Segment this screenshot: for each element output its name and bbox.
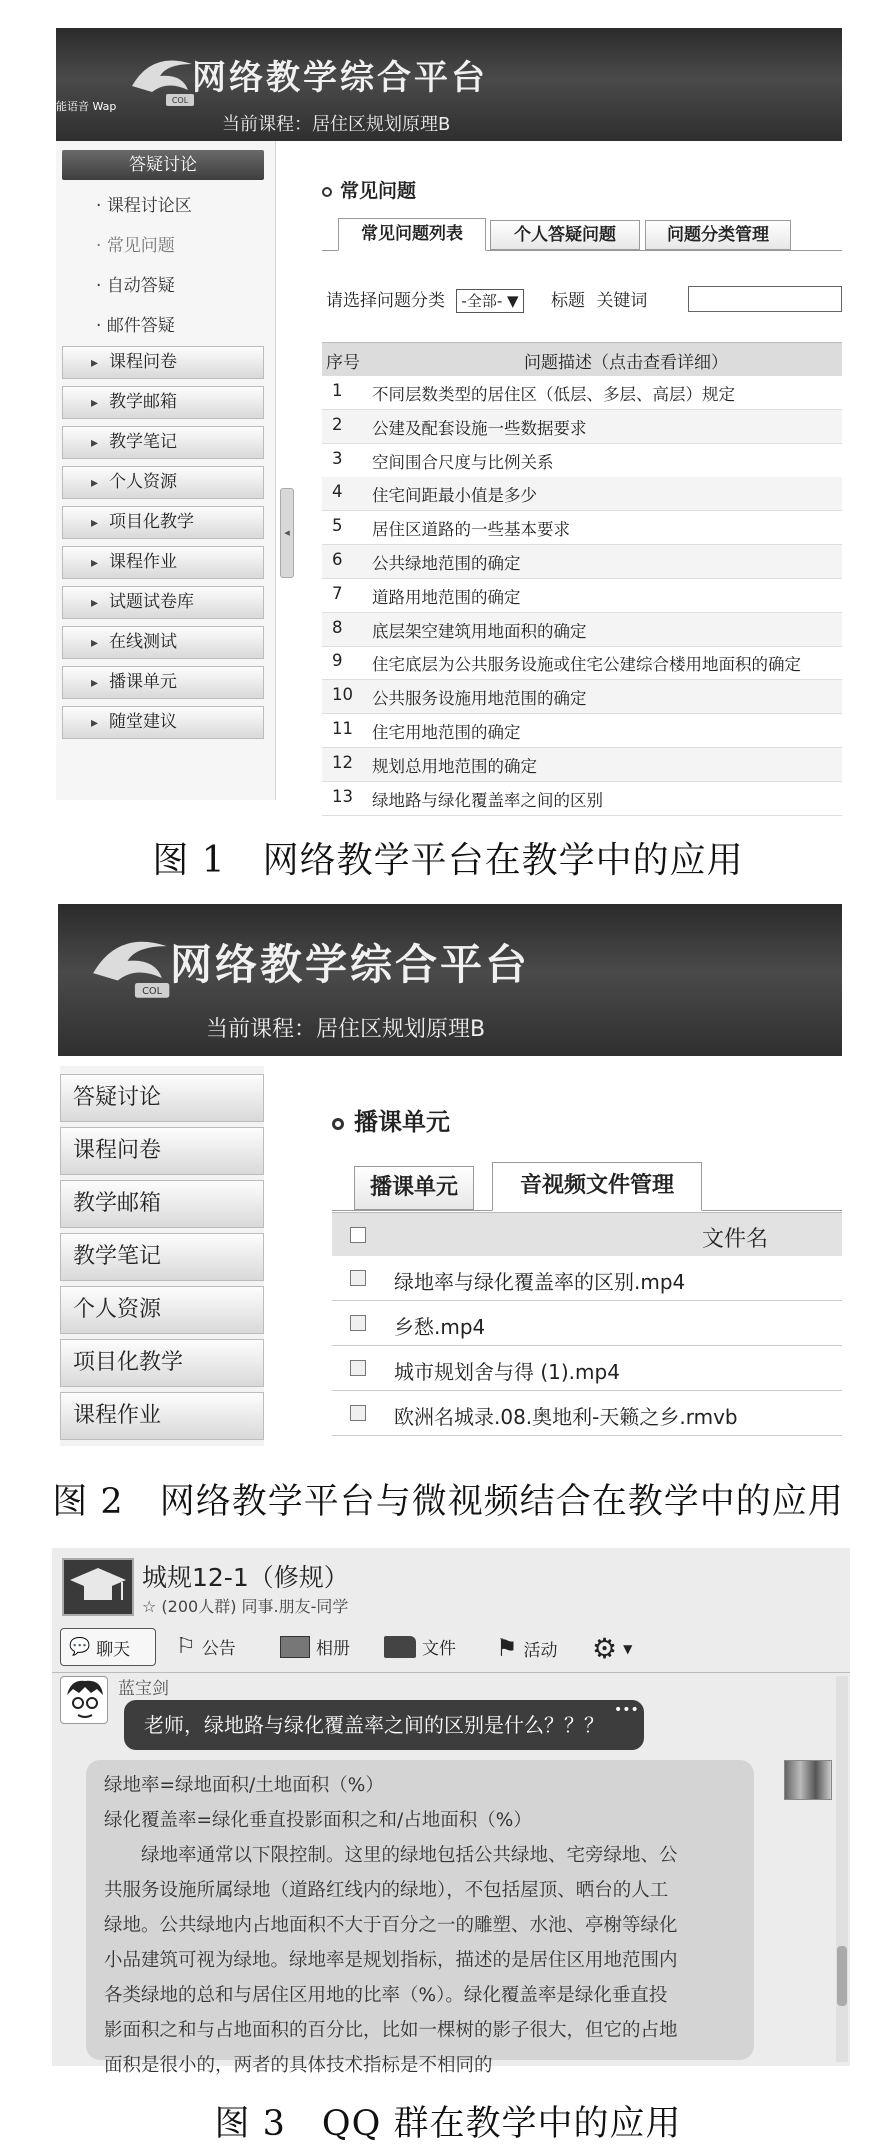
table-row[interactable] xyxy=(322,579,842,613)
more-options-icon[interactable]: ••• xyxy=(614,1702,639,1718)
group-avatar xyxy=(62,1558,134,1616)
file-checkbox[interactable] xyxy=(350,1405,366,1421)
file-name-header: 文件名 xyxy=(702,1227,769,1252)
answer-line: 共服务设施所属绿地（道路红线内的绿地），不包括屋顶、晒台的人工 xyxy=(104,1880,669,1901)
answer-line: 绿地率通常以下限控制。这里的绿地包括公共绿地、宅旁绿地、公 xyxy=(104,1845,678,1866)
answer-line: 各类绿地的总和与居住区用地的比率（%）。绿化覆盖率是绿化垂直投 xyxy=(104,1985,668,2006)
row-question-link[interactable]: 公建及配套设施一些数据要求 xyxy=(372,418,587,438)
chat-bubble-icon: 💬 xyxy=(69,1637,91,1657)
row-question-link[interactable]: 规划总用地范围的确定 xyxy=(372,756,537,776)
row-question-link[interactable]: 住宅间距最小值是多少 xyxy=(372,486,537,506)
file-table-header xyxy=(332,1212,842,1256)
sidebar-item[interactable]: 课程作业 xyxy=(60,1392,264,1440)
graduation-cap-icon xyxy=(64,1560,132,1614)
table-row[interactable] xyxy=(322,545,842,579)
triangle-right-icon: ▸ xyxy=(91,635,99,651)
row-question-link[interactable]: 绿地路与绿化覆盖率之间的区别 xyxy=(372,790,603,810)
col-desc-header: 问题描述（点击查看详细） xyxy=(524,353,728,373)
row-question-link[interactable]: 不同层数类型的居住区（低层、多层、高层）规定 xyxy=(372,385,735,404)
sidebar-collapse-handle[interactable]: ◂ xyxy=(280,488,294,578)
answer-line: 绿地。公共绿地内占地面积不大于百分之一的雕塑、水池、亭榭等绿化 xyxy=(104,1915,678,1936)
folder-icon xyxy=(384,1636,416,1658)
sidebar xyxy=(60,1066,264,1446)
file-name[interactable]: 乡愁.mp4 xyxy=(394,1315,486,1339)
tab-album[interactable]: 相册 xyxy=(280,1634,350,1659)
current-course: 当前课程：居住区规划原理B xyxy=(206,1017,486,1042)
table-row[interactable] xyxy=(322,613,842,647)
tab-broadcast-unit[interactable]: 播课单元 xyxy=(354,1166,474,1210)
table-header xyxy=(322,342,842,376)
triangle-right-icon: ▸ xyxy=(91,435,99,451)
row-index: 12 xyxy=(332,752,353,772)
sidebar-item[interactable]: ▸ 在线测试 xyxy=(62,626,264,659)
row-index: 8 xyxy=(332,617,343,637)
row-index: 9 xyxy=(332,651,343,671)
photo-icon xyxy=(280,1636,310,1658)
tab-announcement[interactable]: ⚐ 公告 xyxy=(176,1634,236,1659)
tab-av-file-manage[interactable]: 音视频文件管理 xyxy=(492,1162,702,1211)
row-index: 13 xyxy=(332,786,353,806)
settings-menu[interactable] xyxy=(592,1632,632,1665)
category-select[interactable]: -全部- ▼ xyxy=(456,289,523,313)
row-index: 1 xyxy=(332,381,343,400)
tab-faq-list[interactable]: 常见问题列表 xyxy=(338,218,486,251)
row-question-link[interactable]: 住宅用地范围的确定 xyxy=(372,723,521,742)
scroll-thumb[interactable] xyxy=(837,1946,847,2006)
sender-name: 蓝宝剑 xyxy=(118,1679,169,1699)
platform-banner xyxy=(56,28,842,141)
row-index: 10 xyxy=(332,685,353,705)
answer-line: 小品建筑可视为绿地。绿地率是规划指标，描述的是居住区用地范围内 xyxy=(104,1950,678,1971)
keyword-input[interactable] xyxy=(688,286,842,312)
file-name[interactable]: 城市规划舍与得 (1).mp4 xyxy=(394,1360,620,1384)
platform-logo-icon xyxy=(80,924,180,1010)
table-row[interactable] xyxy=(322,646,842,680)
table-row[interactable] xyxy=(322,782,842,816)
sidebar-item[interactable]: 教学笔记 xyxy=(60,1233,264,1281)
answer-text xyxy=(104,1768,736,2083)
triangle-right-icon: ▸ xyxy=(91,395,99,411)
flag-icon: ⚐ xyxy=(176,1634,196,1659)
question-bubble: 老师，绿地路与绿化覆盖率之间的区别是什么？？？ xyxy=(124,1700,644,1750)
row-index: 11 xyxy=(332,719,353,738)
svg-text:COL: COL xyxy=(171,96,189,105)
chevron-down-icon: ▼ xyxy=(623,1641,633,1656)
responder-avatar xyxy=(784,1760,832,1800)
triangle-right-icon: ▸ xyxy=(91,595,99,611)
sidebar-sub-item[interactable]: · 邮件答疑 xyxy=(96,316,175,336)
table-row[interactable] xyxy=(322,444,842,478)
file-checkbox[interactable] xyxy=(350,1270,366,1286)
row-index: 4 xyxy=(332,482,343,502)
qq-toolbar xyxy=(60,1628,840,1668)
table-row[interactable] xyxy=(322,376,842,410)
sidebar-sub-item[interactable]: · 课程讨论区 xyxy=(96,196,192,216)
sidebar-item[interactable]: ▸ 随堂建议 xyxy=(62,706,264,739)
platform-title: 网络教学综合平台 xyxy=(192,58,488,98)
col-index-header: 序号 xyxy=(326,353,360,373)
figure-1 xyxy=(0,28,896,810)
figure-1-caption: 图 1 网络教学平台在教学中的应用 xyxy=(152,840,744,881)
group-meta: ☆ (200人群) 同事.朋友-同学 xyxy=(142,1597,349,1616)
sidebar-item[interactable]: ▸ 课程问卷 xyxy=(62,346,264,379)
sidebar-item[interactable]: ▸ 教学笔记 xyxy=(62,426,264,459)
row-question-link[interactable]: 公共服务设施用地范围的确定 xyxy=(372,689,587,709)
chat-scrollbar[interactable] xyxy=(836,1676,848,2062)
row-question-link[interactable]: 公共绿地范围的确定 xyxy=(372,554,521,573)
sidebar-item[interactable]: ▸ 试题试卷库 xyxy=(62,586,264,619)
toolbar-divider xyxy=(52,1672,850,1673)
triangle-right-icon: ▸ xyxy=(91,475,99,491)
answer-bubble xyxy=(86,1760,754,2076)
faq-table-body xyxy=(322,376,842,810)
tab-category-manage[interactable]: 问题分类管理 xyxy=(645,220,791,250)
platform-logo-icon xyxy=(122,46,202,116)
file-name[interactable]: 欧洲名城录.08.奥地利-天籁之乡.rmvb xyxy=(394,1405,738,1429)
row-index: 2 xyxy=(332,414,343,434)
sidebar-item[interactable]: 答疑讨论 xyxy=(60,1074,264,1122)
sender-avatar xyxy=(60,1676,108,1724)
triangle-right-icon: ▸ xyxy=(91,555,99,571)
select-all-checkbox[interactable] xyxy=(350,1227,366,1243)
table-row[interactable] xyxy=(322,477,842,511)
file-row[interactable] xyxy=(332,1391,842,1436)
sidebar-item[interactable]: ▸ 教学邮箱 xyxy=(62,386,264,419)
platform-banner xyxy=(58,904,842,1056)
figure-2 xyxy=(0,904,896,1446)
table-row[interactable] xyxy=(322,748,842,782)
svg-text:COL: COL xyxy=(142,986,163,998)
answer-line: 绿地率=绿地面积/土地面积（%） xyxy=(104,1775,384,1796)
sidebar xyxy=(56,141,276,800)
sidebar-item[interactable]: ▸ 课程作业 xyxy=(62,546,264,579)
answer-line: 绿化覆盖率=绿化垂直投影面积之和/占地面积（%） xyxy=(104,1810,532,1831)
pennant-flag-icon: ⚑ xyxy=(496,1634,518,1662)
figure-3 xyxy=(0,1548,896,2076)
table-row[interactable] xyxy=(322,410,842,444)
current-course: 当前课程：居住区规划原理B xyxy=(222,114,451,135)
file-row[interactable] xyxy=(332,1346,842,1391)
table-row[interactable] xyxy=(322,680,842,714)
sidebar-item[interactable]: 项目化教学 xyxy=(60,1339,264,1387)
gear-icon: ⚙ xyxy=(592,1632,618,1665)
tab-files[interactable]: 文件 xyxy=(384,1634,456,1659)
sidebar-item[interactable]: ▸ 项目化教学 xyxy=(62,506,264,539)
row-index: 6 xyxy=(332,550,343,569)
triangle-right-icon: ▸ xyxy=(91,515,99,531)
tab-chat[interactable]: 💬 聊天 xyxy=(60,1628,156,1666)
figure-2-caption: 图 2 网络教学平台与微视频结合在教学中的应用 xyxy=(52,1482,844,1522)
row-question-link[interactable]: 居住区道路的一些基本要求 xyxy=(372,520,570,540)
cartoon-face-icon xyxy=(61,1677,109,1725)
sidebar-item[interactable]: ▸ 播课单元 xyxy=(62,666,264,699)
circle-bullet-icon xyxy=(332,1118,344,1130)
tab-activity[interactable]: ⚑ 活动 xyxy=(496,1634,558,1662)
mini-links[interactable]: 能语音 Wap xyxy=(56,100,117,113)
section-title: 播课单元 xyxy=(332,1102,450,1137)
sidebar-sub-item[interactable]: · 自动答疑 xyxy=(96,276,175,296)
table-row[interactable] xyxy=(322,714,842,748)
dropdown-arrow-icon: ▼ xyxy=(507,292,519,310)
triangle-right-icon: ▸ xyxy=(91,355,99,371)
file-table-body xyxy=(332,1256,842,1446)
figure-3-caption: 图 3 QQ 群在教学中的应用 xyxy=(214,2104,682,2144)
sidebar-header-qa[interactable]: 答疑讨论 xyxy=(62,150,264,180)
triangle-right-icon: ▸ xyxy=(91,675,99,691)
row-question-link[interactable]: 道路用地范围的确定 xyxy=(372,587,521,607)
row-question-link[interactable]: 住宅底层为公共服务设施或住宅公建综合楼用地面积的确定 xyxy=(372,655,801,675)
file-row[interactable] xyxy=(332,1301,842,1346)
filter-bar xyxy=(326,286,647,313)
answer-line: 面积是很小的，两者的具体技术指标是不相同的 xyxy=(104,2055,493,2076)
platform-title: 网络教学综合平台 xyxy=(170,940,531,989)
file-row[interactable] xyxy=(332,1256,842,1301)
file-checkbox[interactable] xyxy=(350,1315,366,1331)
sidebar-item[interactable]: 教学邮箱 xyxy=(60,1180,264,1228)
category-label: 请选择问题分类 xyxy=(326,291,445,311)
row-index: 3 xyxy=(332,448,343,468)
sidebar-item[interactable]: ▸ 个人资源 xyxy=(62,466,264,499)
file-name[interactable]: 绿地率与绿化覆盖率的区别.mp4 xyxy=(394,1270,686,1294)
file-checkbox[interactable] xyxy=(350,1360,366,1376)
sidebar-item[interactable]: 个人资源 xyxy=(60,1286,264,1334)
circle-bullet-icon xyxy=(322,187,332,197)
table-row[interactable] xyxy=(322,511,842,545)
sidebar-sub-item[interactable]: · 常见问题 xyxy=(96,236,175,256)
row-question-link[interactable]: 空间围合尺度与比例关系 xyxy=(372,452,554,472)
row-question-link[interactable]: 底层架空建筑用地面积的确定 xyxy=(372,621,587,641)
answer-line: 影面积之和与占地面积的百分比，比如一棵树的影子很大，但它的占地 xyxy=(104,2020,678,2041)
sidebar-item[interactable]: 课程问卷 xyxy=(60,1127,264,1175)
title-label: 标题 xyxy=(550,291,585,311)
triangle-right-icon: ▸ xyxy=(91,715,99,731)
tab-personal-qa[interactable]: 个人答疑问题 xyxy=(490,220,640,250)
keyword-label: 关键词 xyxy=(596,291,648,311)
group-name: 城规12-1（修规） xyxy=(142,1563,349,1592)
section-title: 常见问题 xyxy=(322,176,416,203)
row-index: 5 xyxy=(332,516,343,536)
row-index: 7 xyxy=(332,583,343,603)
